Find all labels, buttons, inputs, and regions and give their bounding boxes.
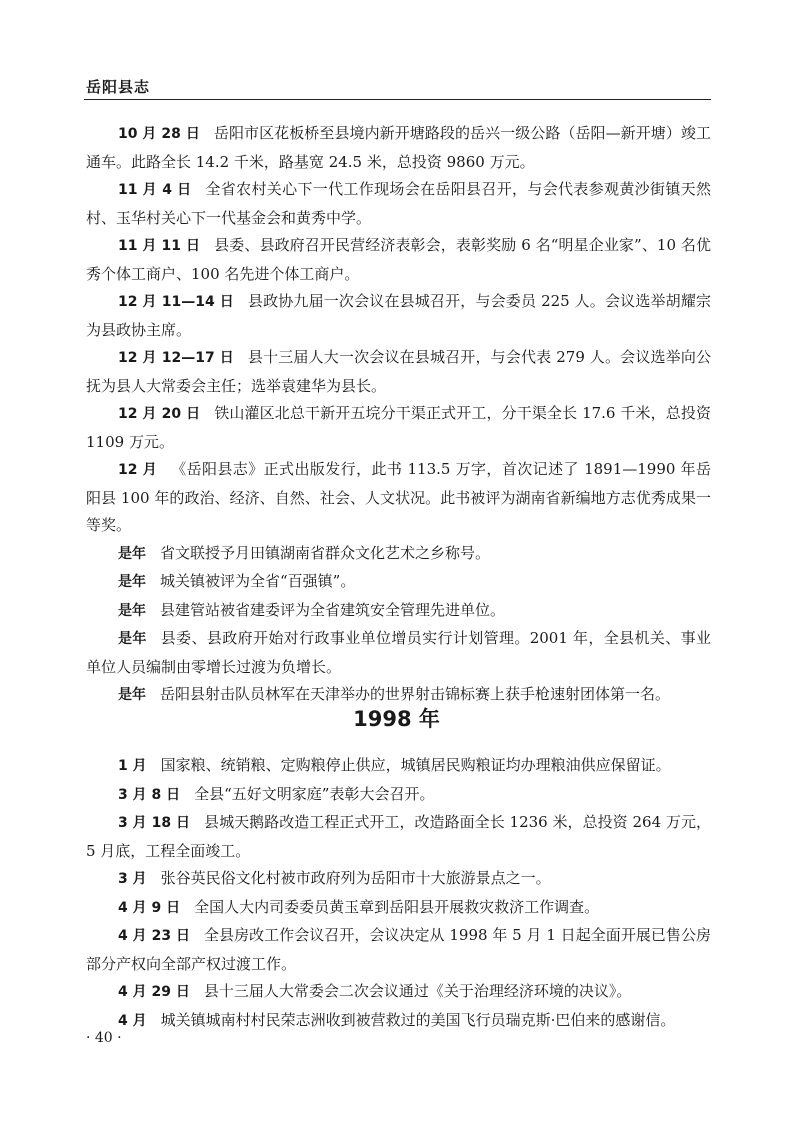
chronicle-entry: [86, 232, 711, 288]
header-rule: [84, 99, 711, 100]
entry-text: 国家粮、统销粮、定购粮停止供应，城镇居民购粮证均办理粮油供应保留证。: [160, 756, 671, 774]
year-heading: 1998 年: [353, 707, 440, 731]
chronicle-entry: [86, 781, 711, 810]
chronicle-entry: [86, 540, 711, 569]
entry-date: 11 月 11 日: [118, 238, 201, 254]
entry-text: 全县“五好文明家庭”表彰大会召开。: [194, 784, 435, 803]
entry-text: 张谷英民俗文化村被市政府列为岳阳市十大旅游景点之一。: [160, 869, 551, 887]
entry-date: 是年: [118, 602, 146, 619]
entry-date: 11 月 4 日: [118, 182, 192, 198]
entry-text: 城关镇城南村村民荣志洲收到被营救过的美国飞行员瑞克斯·巴伯来的感谢信。: [160, 1010, 676, 1029]
entry-text: 县建管站被省建委评为全省建筑安全管理先进单位。: [160, 600, 506, 619]
entry-date: 4 月 9 日: [118, 899, 181, 916]
chronicle-entry: [86, 597, 711, 626]
entry-date: 3 月 18 日: [118, 815, 191, 831]
chronicle-entry: [86, 865, 711, 894]
entry-text: 全省农村关心下一代工作现场会在岳阳县召开，与会代表参观黄沙街镇天然村、玉华村关心下一代基金会和黄秀中学。: [86, 180, 711, 227]
entry-text: 全国人大内司委委员黄玉章到岳阳县开展救灾救济工作调查。: [194, 897, 600, 916]
entry-date: 是年: [118, 574, 146, 590]
page-number: · 40 ·: [86, 1030, 122, 1046]
entry-text: 县城天鹅路改造工程正式开工，改造路面全长 1236 米，总投资 264 万元，5 月底，工程全面竣工。: [86, 813, 711, 860]
entry-date: 12 月 12—17 日: [118, 350, 234, 366]
entry-text: 全县房改工作会议召开，会议决定从 1998 年 5 月 1 日起全面开展已售公房部分产权向全部产权过渡工作。: [86, 926, 711, 973]
entry-text: 县十三届人大一次会议在县城召开，与会代表 279 人。会议选举向公抚为县人大常委会主任；选举袁建华为县长。: [86, 348, 711, 395]
entry-date: 12 月: [118, 462, 158, 478]
chronicle-entry: [86, 400, 711, 456]
entry-date: 4 月 23 日: [118, 928, 191, 944]
running-header: 岳阳县志: [86, 78, 151, 96]
entry-text: 省文联授予月田镇湖南省群众文化艺术之乡称号。: [160, 543, 491, 562]
entry-date: 12 月 11—14 日: [118, 294, 234, 310]
chronicle-entry: [86, 809, 711, 865]
entry-date: 3 月 8 日: [118, 786, 181, 803]
chronicle-entry: [86, 1007, 711, 1036]
entry-text: 县十三届人大常委会二次会议通过《关于治理经济环境的决议》。: [203, 982, 632, 1000]
entry-text: 岳阳市区花板桥至县境内新开塘路段的岳兴一级公路（岳阳—新开塘）竣工通车。此路全长 14.2 千米，路基宽 24.5 米，总投资 9860 万元。: [86, 124, 711, 171]
chronicle-entry: [86, 978, 711, 1007]
entry-date: 10 月 28 日: [118, 126, 200, 142]
chronicle-entry: [86, 120, 711, 176]
chronicle-entry: [86, 625, 711, 681]
entry-date: 1 月: [118, 758, 147, 774]
entry-date: 4 月 29 日: [118, 984, 190, 1000]
chronicle-entry: [86, 568, 711, 597]
entry-text: 县委、县政府开始对行政事业单位增员实行计划管理。2001 年，全县机关、事业单位人员编制由零增长过渡为负增长。: [86, 629, 711, 676]
chronicle-entry: [86, 456, 711, 540]
entry-text: 铁山灌区北总干新开五垸分干渠正式开工，分干渠全长 17.6 千米，总投资 1109 万元。: [86, 404, 711, 451]
chronicle-entry: [86, 344, 711, 400]
chronicle-section-1998: [86, 752, 711, 1035]
entry-text: 县政协九届一次会议在县城召开，与会委员 225 人。会议选举胡耀宗为县政协主席。: [86, 292, 711, 339]
entry-date: 3 月: [118, 871, 147, 887]
entry-date: 是年: [118, 545, 146, 562]
chronicle-entry: [86, 752, 711, 781]
chronicle-entry: [86, 922, 711, 978]
chronicle-entry: [86, 176, 711, 232]
entry-text: 县委、县政府召开民营经济表彰会，表彰奖励 6 名“明星企业家”、10 名优秀个体工商户、100 名先进个体工商户。: [86, 236, 711, 283]
entry-text: 城关镇被评为全省“百强镇”。: [160, 572, 356, 590]
entry-date: 12 月 20 日: [118, 406, 201, 422]
entry-text: 岳阳县射击队员林军在天津举办的世界射击锦标赛上获手枪速射团体第一名。: [160, 685, 671, 703]
chronicle-entry: [86, 894, 711, 923]
entry-date: 是年: [118, 631, 147, 647]
entry-text: 《岳阳县志》正式出版发行，此书 113.5 万字，首次记述了 1891—1990 年岳阳县 100 年的政治、经济、自然、社会、人文状况。此书被评为湖南省新编地方志优秀成果一等奖。: [86, 460, 711, 534]
entry-date: 4 月: [118, 1012, 147, 1029]
chronicle-entry: [86, 288, 711, 344]
entry-date: 是年: [118, 687, 146, 703]
chronicle-section-1997: [86, 120, 711, 710]
